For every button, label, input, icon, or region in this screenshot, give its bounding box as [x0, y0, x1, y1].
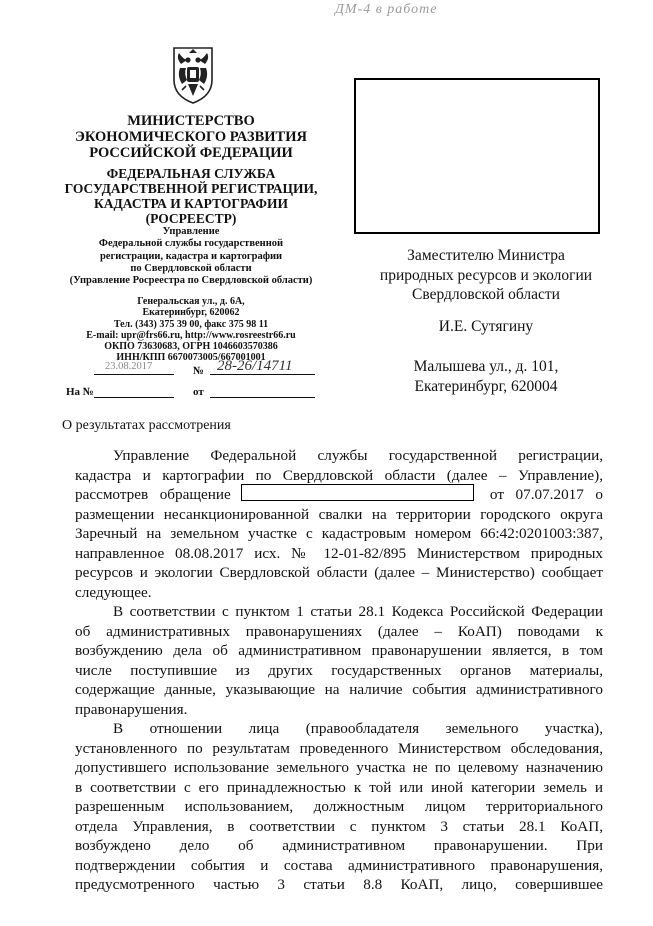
addressee-address [362, 357, 610, 396]
department-line: по Свердловской области [130, 262, 252, 274]
to-number-underline [94, 385, 174, 398]
service-line: ФЕДЕРАЛЬНАЯ СЛУЖБА [106, 166, 276, 181]
body-text: рассмотрев обращение [75, 486, 231, 503]
address-line: ИНН/КПП 6670073005/667001001 [116, 352, 266, 364]
service-line: КАДАСТРА И КАРТОГРАФИИ [93, 196, 289, 211]
letter-body [75, 446, 603, 895]
sender-address [60, 296, 322, 364]
body-line: допустившего использование земельного участка не по целевому назначению [75, 759, 603, 776]
body-line: размещении несанкционированной свалки на территории городского округа [75, 505, 603, 523]
body-line: ресурсов и экологии Свердловской области (далее – Министерство) сообщает [75, 564, 603, 581]
addressee-line: Заместителю Министра [407, 247, 565, 264]
body-line: возбуждению дела об административном правонарушении является, в том [75, 642, 603, 659]
handwritten-number: 28-26/14711 [217, 358, 293, 374]
address-line: Екатеринбург, 620062 [142, 307, 240, 319]
addressee-name: И.Е. Сутягину [438, 318, 534, 335]
handwritten-note: ДМ-4 в работе [335, 2, 438, 17]
to-number-label: На № [66, 386, 94, 398]
ministry-line: ЭКОНОМИЧЕСКОГО РАЗВИТИЯ [75, 129, 307, 145]
body-line: в соответствии с его принадлежностью к той или иной категории земель и [75, 778, 603, 796]
body-line: предусмотренного частью 3 статьи 8.8 КоАП, лицо, совершившее [75, 876, 603, 893]
address-line: E-mail: upr@frs66.ru, http://www.rosreestr66.ru [86, 329, 296, 341]
from-underline [210, 385, 315, 398]
department-line: Управление [162, 226, 220, 237]
address-line: Генеральская ул., д. 6А, [137, 296, 245, 307]
redacted-block [354, 78, 600, 234]
body-line: В соответствии с пунктом 1 статьи 28.1 Кодекса Российской Федерации [113, 603, 603, 620]
department-line: Федеральной службы государственной [98, 238, 284, 250]
body-line: содержащие данные, указывающие на наличие события административного [75, 681, 603, 698]
service-title [60, 166, 322, 226]
addressee-line: Свердловской области [412, 286, 560, 303]
body-line: кадастра и картографии по Свердловской области (далее – Управление), [75, 466, 603, 484]
address-line: ОКПО 73630683, ОГРН 1046603570386 [104, 341, 278, 353]
body-line: В отношении лица (правообладателя земельного участка), [113, 720, 603, 737]
body-line: об административных правонарушениях (далее – КоАП) поводами к [75, 622, 603, 640]
body-line: направленное 08.08.2017 исх. № 12-01-82/895 Министерством природных [75, 544, 603, 562]
addressee-address-line: Екатеринбург, 620004 [414, 377, 558, 395]
body-line: Управление Федеральной службы государственной регистрации, [113, 447, 603, 464]
ministry-line: МИНИСТЕРСТВО [127, 113, 255, 129]
coat-of-arms-icon [170, 46, 216, 104]
body-line: подтверждении события и состава административного правонарушения, [75, 856, 603, 874]
addressee-position [362, 246, 610, 305]
address-line: Тел. (343) 375 39 00, факс 375 98 11 [113, 318, 269, 330]
department-line: регистрации, кадастра и картографии [99, 250, 283, 262]
number-label: № [193, 365, 205, 377]
body-line: следующее. [75, 583, 152, 601]
body-text: от 07.07.2017 о [489, 486, 604, 503]
body-line: Заречный на земельном участке с кадастровым номером 66:42:0201003:387, [75, 525, 603, 542]
ministry-title [60, 113, 322, 161]
department-line: (Управление Росреестра по Свердловской области) [69, 275, 313, 287]
from-label: от [193, 386, 204, 398]
addressee-address-line: Малышева ул., д. 101, [413, 358, 559, 375]
letter-subject: О результатах рассмотрения [62, 418, 231, 433]
service-line: ГОСУДАРСТВЕННОЙ РЕГИСТРАЦИИ, [64, 181, 318, 196]
body-line: разрешенным использованием, должностным лицом территориального [75, 798, 603, 815]
body-line: правонарушения. [75, 700, 188, 718]
service-line: (РОСРЕЕСТР) [145, 211, 237, 226]
ministry-line: РОССИЙСКОЙ ФЕДЕРАЦИИ [89, 145, 293, 161]
body-line: установленного по результатам проведенного Министерством обследования, [75, 739, 603, 757]
body-line: числе поступившие из других государственных органов материалы, [75, 661, 603, 679]
addressee-line: природных ресурсов и экологии [379, 266, 593, 284]
date-stamp: 23.08.2017 [105, 361, 153, 372]
department-title [60, 226, 322, 287]
body-line: отдела Управления, в соответствии с пунктом 3 статьи 28.1 КоАП, [75, 817, 603, 835]
redacted-name-box [241, 484, 474, 501]
body-line: возбуждено дело об административном правонарушении. При [75, 837, 603, 854]
